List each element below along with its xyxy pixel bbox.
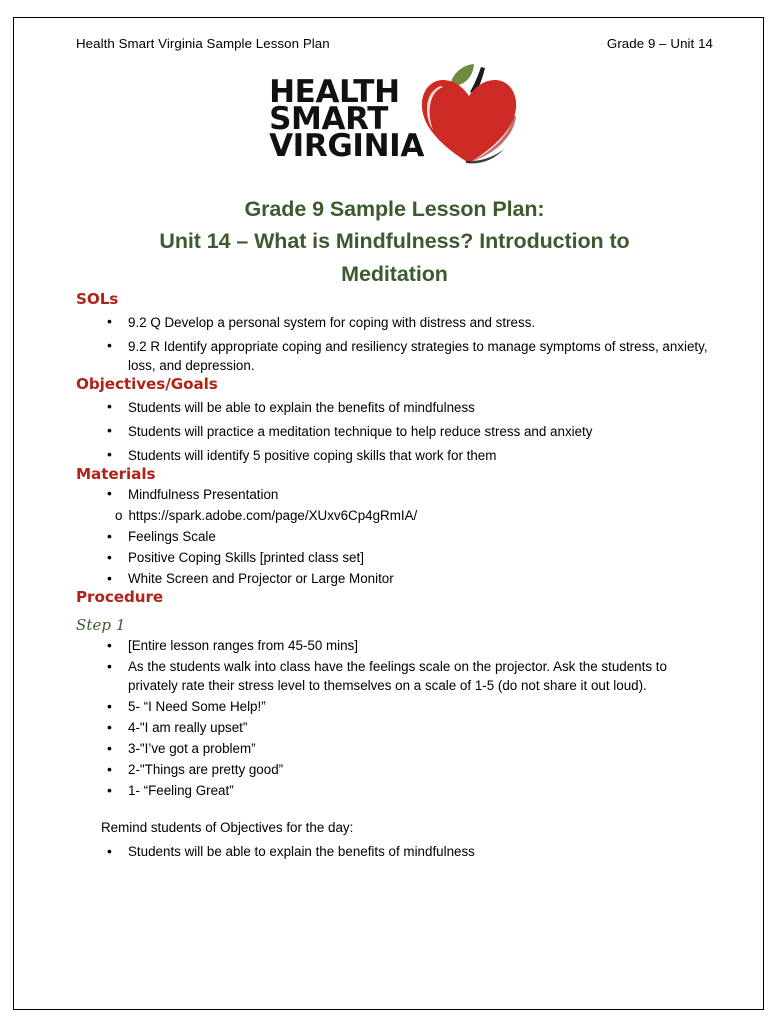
objectives-list <box>76 398 713 465</box>
page-title-line-1: Grade 9 Sample Lesson Plan: <box>244 197 545 221</box>
page-title-line-3: Meditation <box>341 261 448 286</box>
header-left-title: Health Smart Virginia Sample Lesson Plan <box>76 36 330 51</box>
page-title <box>76 193 713 290</box>
page-content <box>14 18 763 1009</box>
logo-block <box>76 65 713 176</box>
list-item: • Students will practice a meditation technique to help reduce stress and anxiety <box>76 422 713 441</box>
remind-objectives-list <box>76 842 713 861</box>
logo-line-2: SMART <box>269 100 388 137</box>
list-item: • 1- “Feeling Great” <box>76 781 713 800</box>
section-heading-procedure: Procedure <box>76 588 164 607</box>
list-item: • 9.2 R Identify appropriate coping and resiliency strategies to manage symptoms of stress, anxiety, loss, and depression. <box>76 337 713 375</box>
logo-wordmark <box>269 73 424 165</box>
list-item: • 4-"I am really upset” <box>76 718 713 737</box>
page-title-line-2: Unit 14 – What is Mindfulness? Introduction to <box>159 229 630 254</box>
list-item: • 5- “I Need Some Help!” <box>76 697 713 716</box>
remind-objectives-text: Remind students of Objectives for the day: <box>101 820 354 836</box>
list-item: • Mindfulness Presentation <box>76 485 713 504</box>
document-page <box>13 17 764 1010</box>
list-item: • [Entire lesson ranges from 45-50 mins] <box>76 636 713 655</box>
list-item: • Students will be able to explain the benefits of mindfulness <box>76 842 713 861</box>
list-item: • 3-"I’ve got a problem” <box>76 739 713 758</box>
materials-list-rest <box>76 527 713 588</box>
section-heading-materials: Materials <box>76 464 156 483</box>
materials-list <box>76 485 713 504</box>
list-item: • Feelings Scale <box>76 527 713 546</box>
document-header <box>76 36 713 51</box>
header-right-grade-unit: Grade 9 – Unit 14 <box>606 36 713 51</box>
list-item: • Positive Coping Skills [printed class set] <box>76 548 713 567</box>
procedure-list <box>76 636 713 800</box>
list-item: • Students will identify 5 positive coping skills that work for them <box>76 446 713 465</box>
logo-line-1: HEALTH <box>269 73 400 110</box>
list-item: • 9.2 Q Develop a personal system for coping with distress and stress. <box>76 313 713 332</box>
apple-heart-icon <box>418 59 520 176</box>
logo-line-3: VIRGINIA <box>269 128 424 165</box>
section-heading-objectives: Objectives/Goals <box>76 374 218 393</box>
health-smart-virginia-logo <box>269 65 520 176</box>
list-item: • 2-"Things are pretty good” <box>76 760 713 779</box>
section-heading-sols: SOLs <box>76 289 119 308</box>
list-item: • As the students walk into class have the feelings scale on the projector. Ask the students to privately rate their stress level to themselves on a scale of 1-5 (do not share it out loud). <box>76 657 713 695</box>
step-label: Step 1 <box>76 616 126 635</box>
materials-sub-item-url <box>76 506 713 525</box>
sols-list <box>76 313 713 375</box>
list-item: • White Screen and Projector or Large Monitor <box>76 569 713 588</box>
presentation-link[interactable]: https://spark.adobe.com/page/XUxv6Cp4gRmIA/ <box>128 507 418 523</box>
sub-bullet-marker: o <box>115 507 123 523</box>
list-item: • Students will be able to explain the benefits of mindfulness <box>76 398 713 417</box>
